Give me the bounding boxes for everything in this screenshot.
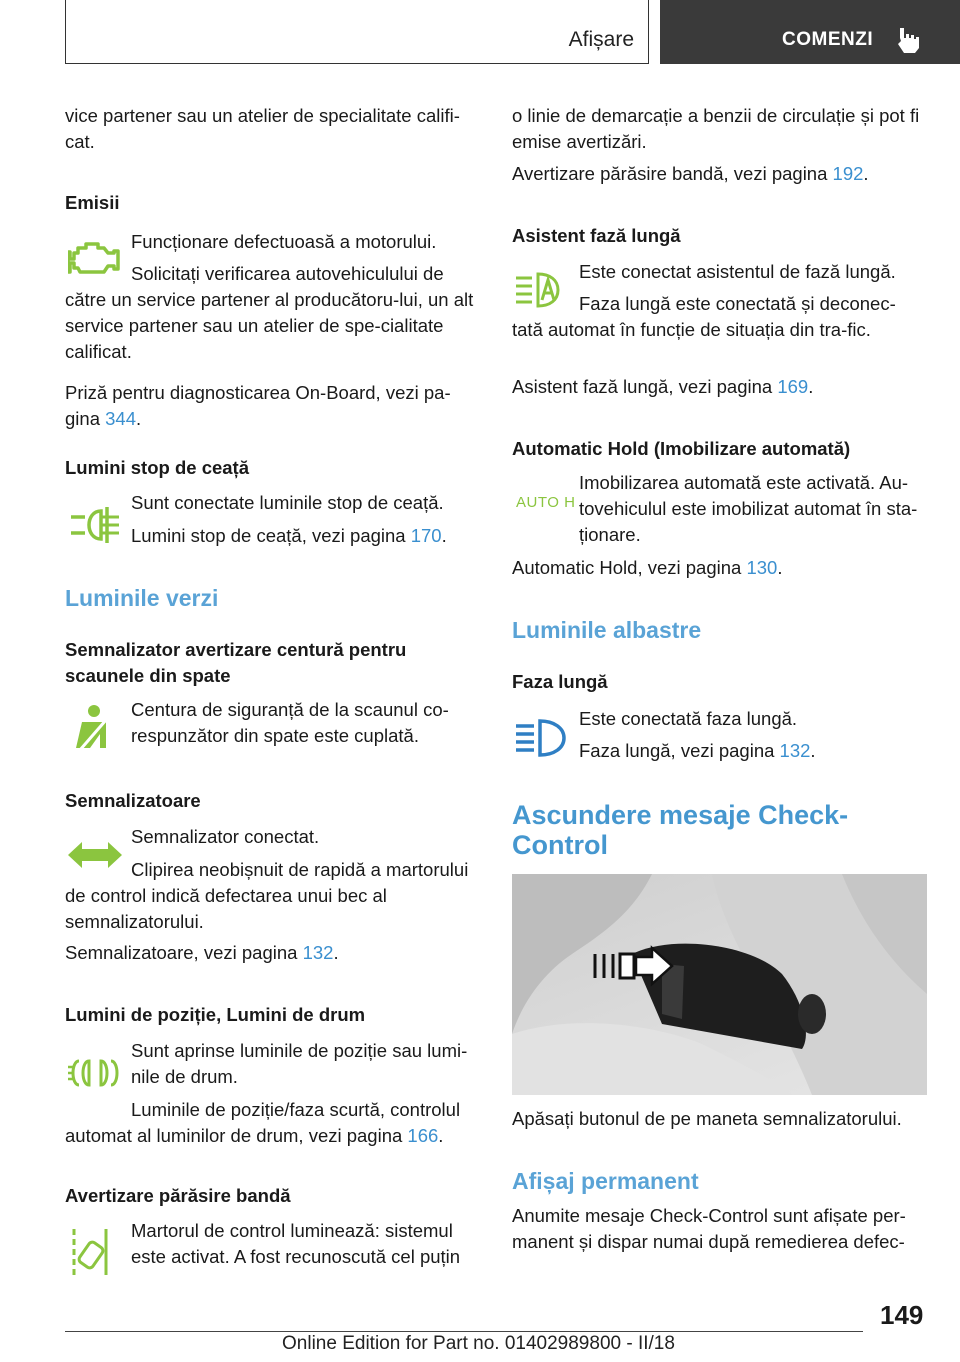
- hide-title: Ascundere mesaje Check-Control: [512, 800, 849, 860]
- lane-ref: Avertizare părăsire bandă, vezi pagina 192.: [512, 163, 869, 184]
- link-page-344[interactable]: 344: [105, 408, 136, 429]
- emisii-title: Emisii: [65, 192, 120, 213]
- fog-title: Lumini stop de ceață: [65, 457, 250, 478]
- rear-fog-light-icon: [67, 505, 121, 550]
- section-title: Afișare: [568, 28, 634, 51]
- link-page-192[interactable]: 192: [832, 163, 864, 184]
- stalk-photo: [512, 874, 927, 1095]
- highbeam-title: Faza lungă: [512, 671, 608, 692]
- fog-text1: Sunt conectate luminile stop de ceață.: [131, 492, 444, 513]
- hold-title: Automatic Hold (Imobilizare automată): [512, 438, 851, 459]
- fog-ref: Lumini stop de ceață, vezi pagina 170.: [131, 525, 447, 546]
- turn-text2: Clipirea neobișnuit de rapidă a martorului de control indică defectarea unui bec al semnalizatorului.: [65, 859, 469, 932]
- highbeam-ref: Faza lungă, vezi pagina 132.: [579, 740, 816, 761]
- hba-ref: Asistent fază lungă, vezi pagina 169.: [512, 376, 814, 397]
- turn-title: Semnalizatoare: [65, 790, 201, 811]
- page-number: 149: [880, 1300, 924, 1330]
- link-page-132b[interactable]: 132: [779, 740, 811, 761]
- hba-text2: Faza lungă este conectată și deconec-tată automat în funcție de situația din tra-fic.: [512, 293, 896, 340]
- tab-label: COMENZI: [782, 29, 874, 50]
- emisii-text2: Solicitați verificarea autovehiculului de către un service partener al producătoru-lui, un alt service partener sau un atelier de spe-cialitate calificat.: [65, 263, 474, 362]
- link-page-170[interactable]: 170: [410, 525, 442, 546]
- link-page-169[interactable]: 169: [777, 376, 809, 397]
- link-page-130[interactable]: 130: [746, 557, 778, 578]
- perm-title: Afișaj permanent: [512, 1168, 699, 1194]
- auto-hold-icon: AUTO H: [516, 494, 576, 511]
- intro-text: vice partener sau un atelier de specialitate califi-cat.: [65, 105, 460, 152]
- header-frame: [65, 0, 649, 64]
- turn-ref: Semnalizatoare, vezi pagina 132.: [65, 942, 339, 963]
- belt-title: Semnalizator avertizare centură pentru scaunele din spate: [65, 639, 407, 686]
- position-text2: Luminile de poziție/faza scurtă, controlul automat al luminilor de drum, vezi pagina 166.: [65, 1099, 461, 1146]
- footer-divider: [65, 1331, 863, 1332]
- belt-text1: Centura de siguranță de la scaunul co-respunzător din spate este cuplată.: [131, 699, 449, 746]
- hold-ref: Automatic Hold, vezi pagina 130.: [512, 557, 783, 578]
- position-title: Lumini de poziție, Lumini de drum: [65, 1004, 366, 1025]
- lane-cont: o linie de demarcație a benzii de circulație și pot fi emise avertizări.: [512, 105, 920, 152]
- hold-text1: Imobilizarea automată este activată. Au-tovehiculul este imobilizat automat în sta-ționare.: [579, 472, 918, 545]
- hba-text1: Este conectat asistentul de fază lungă.: [579, 261, 896, 282]
- position-lights-icon: [67, 1058, 123, 1093]
- link-page-132[interactable]: 132: [302, 942, 334, 963]
- position-text1: Sunt aprinse luminile de poziție sau lumi-nile de drum.: [131, 1040, 468, 1087]
- lane-title: Avertizare părăsire bandă: [65, 1185, 291, 1206]
- hba-title: Asistent fază lungă: [512, 225, 681, 246]
- perm-text: Anumite mesaje Check-Control sunt afișate per-manent și dispar numai după remedierea defec-: [512, 1205, 906, 1252]
- green-title: Luminile verzi: [65, 585, 219, 611]
- tab-comenzi[interactable]: [660, 0, 960, 64]
- turn-text1: Semnalizator conectat.: [131, 826, 320, 847]
- photo-caption: Apăsați butonul de pe maneta semnalizatorului.: [512, 1108, 902, 1129]
- emisii-text1: Funcționare defectuoasă a motorului.: [131, 231, 437, 252]
- lane-departure-icon: [70, 1227, 110, 1282]
- seatbelt-icon: [72, 704, 112, 761]
- high-beam-icon: [514, 718, 568, 763]
- hand-pointer-icon: [896, 26, 920, 59]
- lane-text1: Martorul de control luminează: sistemul este activat. A fost recunoscută cel puțin: [131, 1220, 461, 1267]
- footer-edition: Online Edition for Part no. 01402989800 - II/18: [282, 1333, 675, 1354]
- highbeam-text1: Este conectată faza lungă.: [579, 708, 798, 729]
- emisii-diag: Priză pentru diagnosticarea On-Board, vezi pa-gina 344.: [65, 382, 451, 429]
- blue-title: Luminile albastre: [512, 617, 702, 643]
- link-page-166[interactable]: 166: [407, 1125, 439, 1146]
